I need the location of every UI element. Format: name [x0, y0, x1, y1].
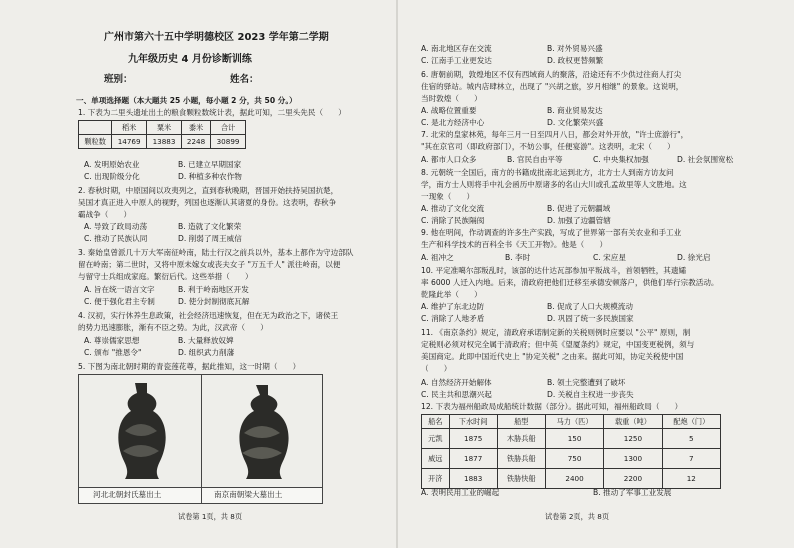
vase-caption-north: 河北北朝封氏墓出土 — [93, 490, 162, 499]
vase-caption-south: 南京南朝梁大墓出土 — [214, 490, 283, 499]
q10-option-d[interactable]: D. 巩固了统一多民族国家 — [547, 314, 634, 323]
q6-option-c[interactable]: C. 是北方经济中心 — [421, 118, 485, 127]
q6-line: 当时敦煌（ ） — [421, 94, 482, 103]
exam-title: 广州市第六十五中学明德校区 2023 学年第二学期 — [104, 32, 329, 43]
q7-option-a[interactable]: A. 都市人口众多 — [421, 155, 477, 164]
q1-option-c[interactable]: C. 出现阶级分化 — [84, 172, 140, 181]
table-cell: 粟米 — [147, 121, 182, 135]
q2-line: 吴国才真正进入中原人的视野，列国也逐渐认其诸夏的身份。这表明，春秋争 — [78, 198, 337, 207]
table-cell: 12 — [662, 469, 720, 489]
exam-page-2 — [397, 0, 794, 548]
table-cell: 船型 — [497, 415, 545, 429]
q11-line: 11. 《南京条约》规定，清政府承诺制定新的关税则例时应要以 "公平" 原则，制 — [421, 328, 691, 337]
table-cell: 载重（吨） — [604, 415, 662, 429]
q3-line: 3. 秦始皇曾派几十万大军南征岭南，陆士行汉之前兵以外，基本上都作为守边部队 — [78, 248, 354, 257]
name-label: 姓名： — [230, 74, 259, 85]
q8-option-a[interactable]: A. 推动了文化交流 — [421, 204, 485, 213]
table-cell: 2200 — [604, 469, 662, 489]
q2-option-c[interactable]: C. 推动了民族认同 — [84, 234, 148, 243]
q5-option-d[interactable]: D. 政权更替频繁 — [547, 56, 604, 65]
q11-option-a[interactable]: A. 自然经济开始解体 — [421, 378, 492, 387]
q12-option-b[interactable]: B. 推动了军事工业发展 — [593, 488, 672, 497]
q9-line: 9. 他在明间，作动调查的许多生产实践，写成了世界第一部有关农业和手工业 — [421, 228, 682, 237]
q10-line: 乾隆此举（ ） — [421, 290, 482, 299]
table-cell: 5 — [662, 429, 720, 449]
q5-option-b[interactable]: B. 对外贸易兴盛 — [547, 44, 603, 53]
q7-option-c[interactable]: C. 中央集权加强 — [593, 155, 649, 164]
q11-option-c[interactable]: C. 民主共和思潮兴起 — [421, 390, 492, 399]
table-cell: 1875 — [449, 429, 497, 449]
q9-line: 生产和科学技术的百科全书《天工开物》。他是（ ） — [421, 240, 608, 249]
q10-option-b[interactable]: B. 促成了人口大规模流动 — [547, 302, 633, 311]
q4-option-c[interactable]: C. 颁布 "推恩令" — [84, 348, 142, 357]
q2-line: 霸战争（ ） — [78, 210, 132, 219]
q6-line: 住宿的驿站。城内店肆林立，出现了 "兴胡之旅，岁月相继" 的景象。这说明， — [421, 82, 684, 91]
q9-option-d[interactable]: D. 徐光启 — [677, 253, 711, 262]
table-cell: 配炮（门） — [662, 415, 720, 429]
q3-option-d[interactable]: D. 使分封制彻底瓦解 — [178, 297, 250, 306]
table-cell: 下水时间 — [449, 415, 497, 429]
q8-line: 一现象（ ） — [421, 192, 475, 201]
q6-line: 6. 唐朝前期，敦煌地区不仅有西域商人的聚落，沿途还有不少供过往商人打尖 — [421, 70, 682, 79]
q9-option-c[interactable]: C. 宋应星 — [593, 253, 626, 262]
q10-option-a[interactable]: A. 维护了东北边防 — [421, 302, 485, 311]
table-cell: 合计 — [211, 121, 246, 135]
q7-option-b[interactable]: B. 官民自由平等 — [507, 155, 563, 164]
q12-stem: 12. 下表为福州船政局成船统计数据（部分）。据此可知，福州船政局（ ） — [421, 402, 683, 411]
page-footer-2: 试卷第 2页，共 8页 — [545, 512, 610, 521]
table-cell: 开济 — [422, 469, 450, 489]
q8-line: 8. 元朝统一全国后，南方的书籍成批南北运到北方，北方士人到南方访友问 — [421, 168, 674, 177]
q4-option-a[interactable]: A. 尊崇儒家思想 — [84, 336, 140, 345]
q2-line: 2. 春秋时期，中原国间以攻夷列之，直到春秋晚期，晋国开始扶持吴国抗楚， — [78, 186, 339, 195]
q5-option-c[interactable]: C. 江南手工业更发达 — [421, 56, 492, 65]
q11-line: 美国商定。此即中国近代史上 "协定关税" 之由来。据此可知，协定关税使中国 — [421, 352, 684, 361]
table-row — [422, 469, 721, 489]
vase-photo-north — [78, 374, 203, 504]
table-row — [422, 449, 721, 469]
table-cell: 威远 — [422, 449, 450, 469]
table-header-row — [79, 121, 246, 135]
table-cell: 750 — [545, 449, 603, 469]
q3-option-b[interactable]: B. 利于岭南地区开发 — [178, 285, 249, 294]
q11-option-b[interactable]: B. 领土完整遭到了破坏 — [547, 378, 626, 387]
q8-option-c[interactable]: C. 消除了民族隔阂 — [421, 216, 485, 225]
table-row — [422, 429, 721, 449]
table-cell: 1877 — [449, 449, 497, 469]
table-cell: 150 — [545, 429, 603, 449]
q1-option-a[interactable]: A. 发明原始农业 — [84, 160, 140, 169]
table-cell: 马力（匹） — [545, 415, 603, 429]
section-heading: 一、单项选择题（本大题共 25 小题，每小题 2 分，共 50 分。） — [76, 96, 297, 105]
table-cell: 木胁兵船 — [497, 429, 545, 449]
q7-line: "其在京官司（即政府部门），不妨公事，任便宴游"。这表明，北宋（ ） — [421, 142, 675, 151]
table-cell: 14769 — [112, 135, 147, 149]
table-cell: 1250 — [604, 429, 662, 449]
q2-option-d[interactable]: D. 削弱了周王威信 — [178, 234, 242, 243]
q8-line: 学，南方士人则将手中礼会函历中原诸多的名山大川或孔孟故里等人文胜地。这 — [421, 180, 687, 189]
q11-line: 定税则必须对权完全属于清政府；但中英《望厦条约》规定，中国变更税例，须与 — [421, 340, 695, 349]
q9-option-a[interactable]: A. 祖冲之 — [421, 253, 454, 262]
table-cell: 13883 — [147, 135, 182, 149]
table-row — [79, 135, 246, 149]
table-cell: 颗粒数 — [79, 135, 112, 149]
q7-option-d[interactable]: D. 社会氛围宽松 — [677, 155, 734, 164]
q2-option-b[interactable]: B. 造就了文化繁荣 — [178, 222, 242, 231]
table-cell: 7 — [662, 449, 720, 469]
q2-option-a[interactable]: A. 导致了政局动荡 — [84, 222, 148, 231]
vase-photo-south — [201, 374, 323, 504]
q6-option-d[interactable]: D. 文化繁荣兴盛 — [547, 118, 604, 127]
q3-line: 与留守士兵组成家庭。繁衍后代。这些举措（ ） — [78, 272, 253, 281]
table-cell: 铁胁兵船 — [497, 449, 545, 469]
table-cell: 元凯 — [422, 429, 450, 449]
table-cell: 30899 — [211, 135, 246, 149]
q1-grain-table — [78, 120, 246, 149]
q4-option-d[interactable]: D. 组织武力削藩 — [178, 348, 235, 357]
table-cell — [79, 121, 112, 135]
exam-subtitle: 九年级历史 4 月份诊断训练 — [128, 54, 252, 65]
q4-line: 的势力迅速膨胀，渐有不臣之势。为此，汉武帝（ ） — [78, 323, 268, 332]
q4-line: 4. 汉初，实行休养生息政策，社会经济迅速恢复，但在无为政治之下，诸侯王 — [78, 311, 339, 320]
q8-option-b[interactable]: B. 促进了元朝疆域 — [547, 204, 611, 213]
q4-option-b[interactable]: B. 大量释放奴婢 — [178, 336, 234, 345]
q12-option-a[interactable]: A. 表明民用工业的崛起 — [421, 488, 500, 497]
table-header-row — [422, 415, 721, 429]
lotus-vase-icon — [202, 375, 322, 487]
q5-stem: 5. 下图为南北朝时期的青瓷莲花尊，据此推知，这一时期（ ） — [78, 362, 301, 371]
q5-option-a[interactable]: A. 南北地区存在交流 — [421, 44, 492, 53]
q10-line: 率 6000 人迁入内地。后来，清政府把他们迁移至承德安顿落户，供他们举行宗教活动。 — [421, 278, 719, 287]
q8-option-d[interactable]: D. 加强了边疆管辖 — [547, 216, 611, 225]
q12-ship-table — [421, 414, 721, 489]
q9-option-b[interactable]: B. 李时 — [505, 253, 531, 262]
q1-option-b[interactable]: B. 已建立早期国家 — [178, 160, 242, 169]
table-cell: 1883 — [449, 469, 497, 489]
page-footer-1: 试卷第 1页，共 8页 — [178, 512, 243, 521]
lotus-vase-icon — [79, 375, 202, 487]
table-cell: 船名 — [422, 415, 450, 429]
table-cell: 稻米 — [112, 121, 147, 135]
q3-line: 留在岭南；第二世时，又将中原未嫁女或丧夫女子 "万五千人" 派往岭南，以便 — [78, 260, 341, 269]
table-cell: 2248 — [181, 135, 210, 149]
table-cell: 铁胁快船 — [497, 469, 545, 489]
table-cell: 黍米 — [181, 121, 210, 135]
q3-option-a[interactable]: A. 旨在统一语言文字 — [84, 285, 155, 294]
q11-line: （ ） — [421, 364, 452, 373]
q1-option-d[interactable]: D. 种植多种农作物 — [178, 172, 242, 181]
table-cell: 1300 — [604, 449, 662, 469]
table-cell: 2400 — [545, 469, 603, 489]
q3-option-c[interactable]: C. 便于强化君主专制 — [84, 297, 155, 306]
class-label: 班别： — [104, 74, 133, 85]
q6-option-b[interactable]: B. 商业贸易发达 — [547, 106, 603, 115]
q10-option-c[interactable]: C. 消除了人地矛盾 — [421, 314, 485, 323]
q11-option-d[interactable]: D. 关税自主权进一步丧失 — [547, 390, 634, 399]
q1-stem: 1. 下表为二里头遗址出土的粮食颗粒数统计表，据此可知，二里头先民（ ） — [78, 108, 346, 117]
q7-line: 7. 北宋的皇家林苑，每年三月一日至四月八日，都会对外开放，"许士庶游行"， — [421, 130, 689, 139]
q6-option-a[interactable]: A. 战略位置重要 — [421, 106, 477, 115]
q10-line: 10. 平定准噶尔部叛乱时，该部的达什达瓦部参加平叛战斗，首领牺牲，其遗孀 — [421, 266, 687, 275]
